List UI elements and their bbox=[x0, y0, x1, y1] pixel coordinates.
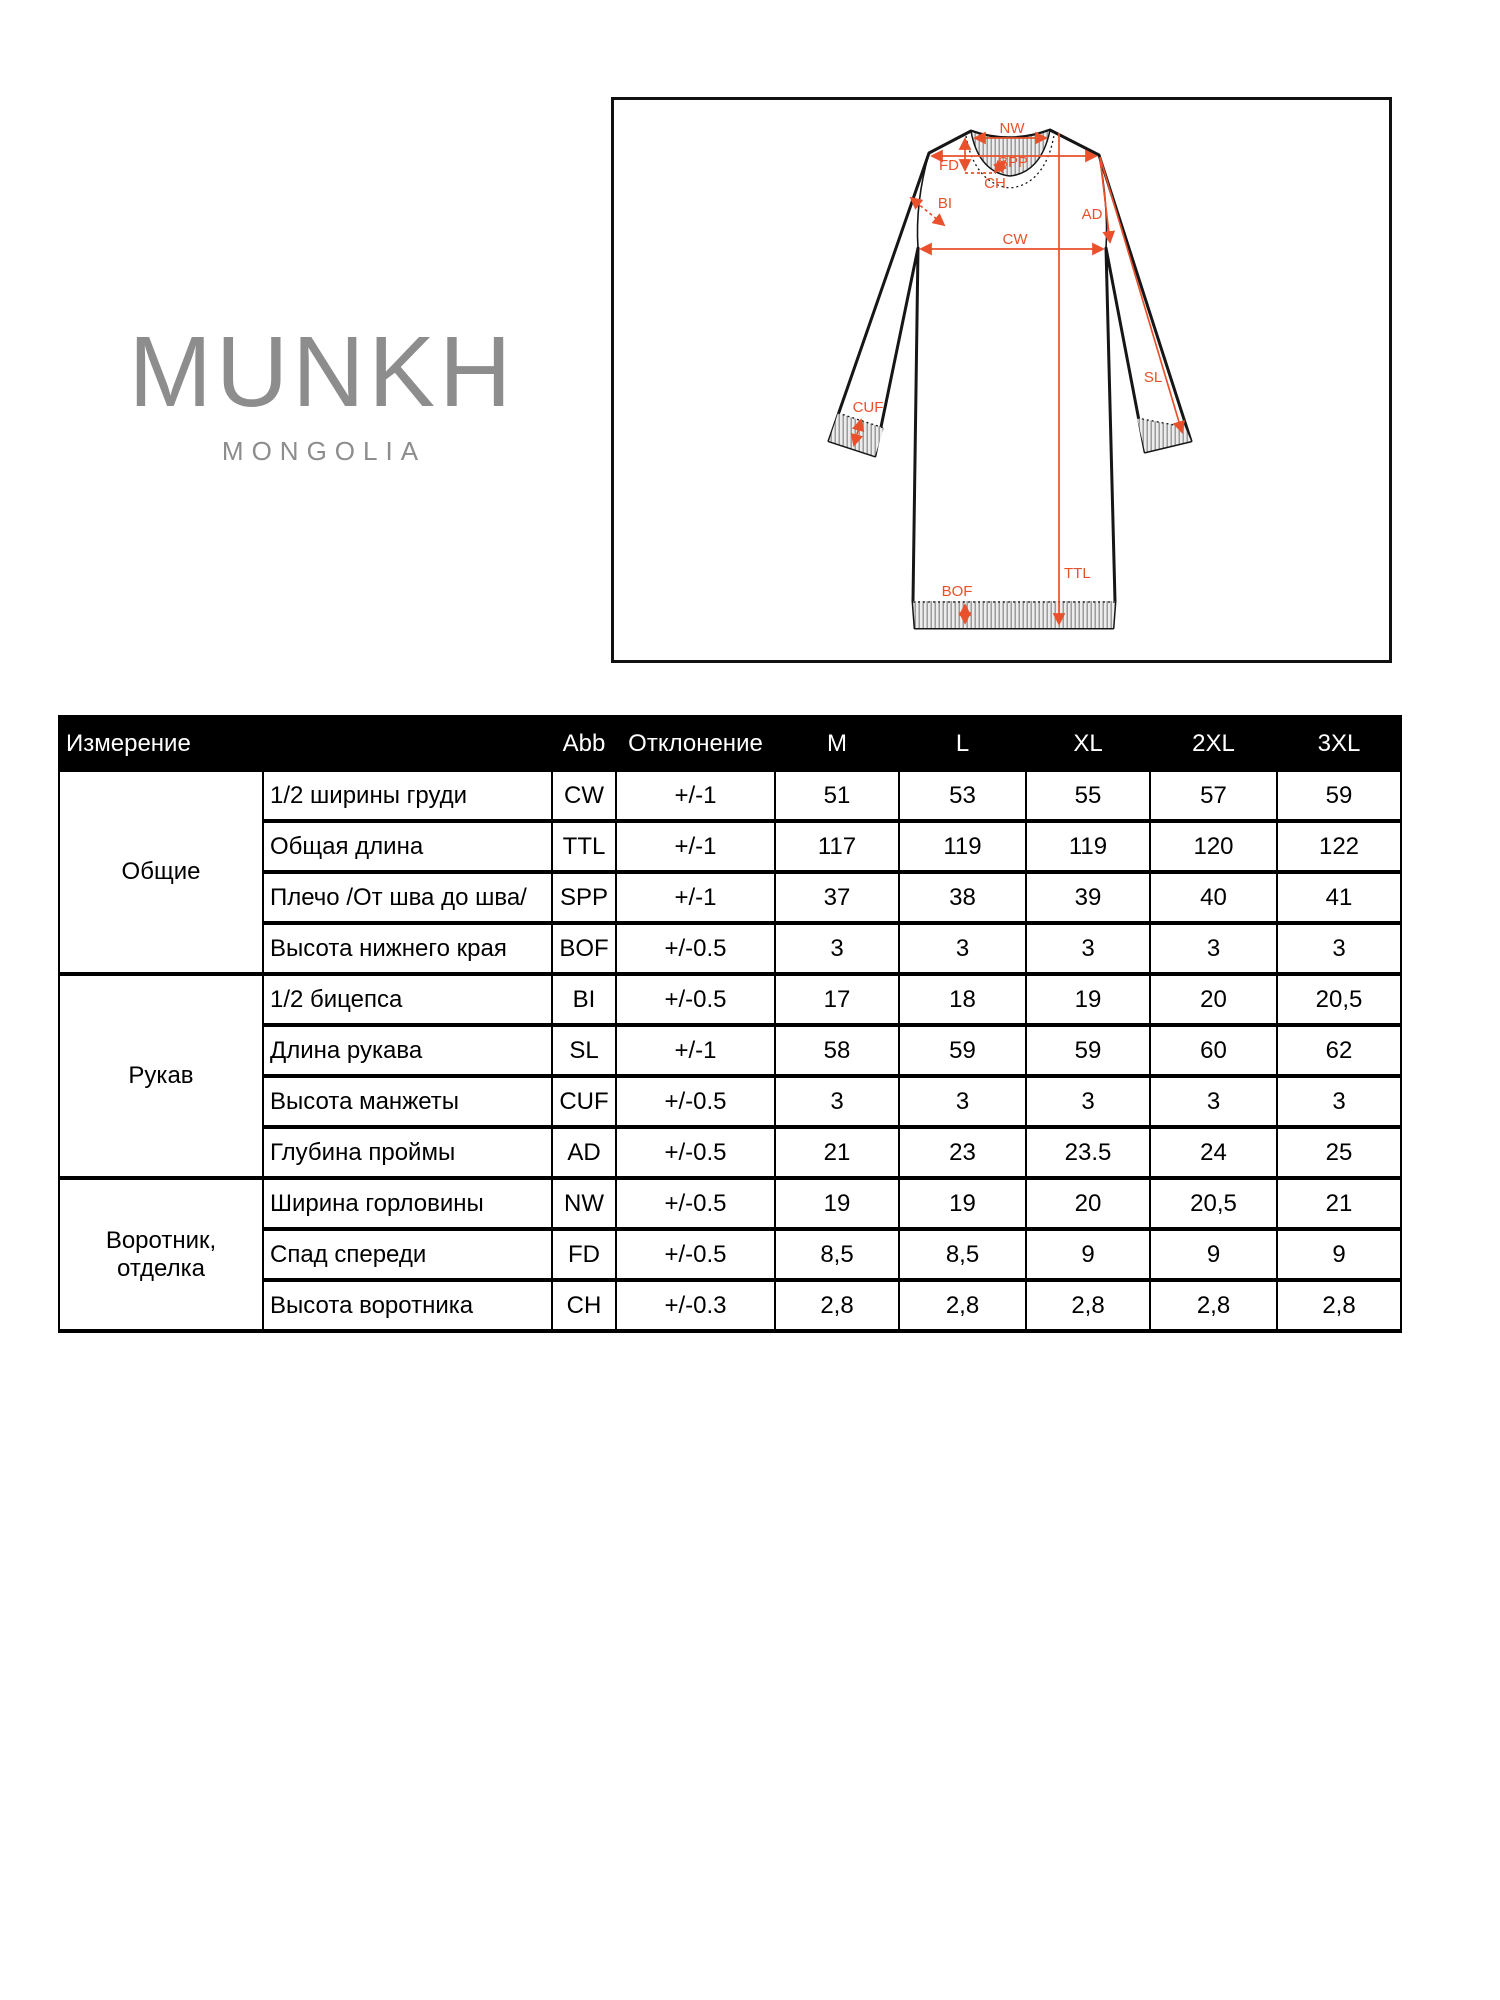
value-cell: 53 bbox=[899, 770, 1026, 821]
brand-name: MUNKH bbox=[128, 316, 516, 428]
abb-cell: BOF bbox=[552, 923, 616, 974]
garment-diagram bbox=[614, 100, 1389, 660]
value-cell: 20 bbox=[1150, 974, 1277, 1025]
value-cell: 59 bbox=[1277, 770, 1401, 821]
value-cell: 20 bbox=[1026, 1178, 1150, 1229]
value-cell: 62 bbox=[1277, 1025, 1401, 1076]
header-size-l: L bbox=[899, 717, 1026, 770]
group-cell: Воротник, отделка bbox=[59, 1178, 263, 1331]
value-cell: 2,8 bbox=[775, 1280, 899, 1331]
measurement-name-cell: Высота манжеты bbox=[263, 1076, 552, 1127]
table-row bbox=[59, 974, 1401, 1025]
deviation-cell: +/-0.3 bbox=[616, 1280, 775, 1331]
measurement-name-cell: Длина рукава bbox=[263, 1025, 552, 1076]
measurement-name-cell: Спад спереди bbox=[263, 1229, 552, 1280]
table-row bbox=[59, 1178, 1401, 1229]
table-body bbox=[59, 770, 1401, 1331]
deviation-cell: +/-0.5 bbox=[616, 1229, 775, 1280]
value-cell: 20,5 bbox=[1277, 974, 1401, 1025]
abb-cell: CUF bbox=[552, 1076, 616, 1127]
value-cell: 9 bbox=[1277, 1229, 1401, 1280]
bi-label: BI bbox=[937, 195, 953, 212]
header-size-2xl: 2XL bbox=[1150, 717, 1277, 770]
deviation-cell: +/-1 bbox=[616, 821, 775, 872]
cuf-label: CUF bbox=[852, 399, 884, 416]
value-cell: 23.5 bbox=[1026, 1127, 1150, 1178]
ch-label: CH bbox=[984, 175, 1006, 192]
header-size-3xl: 3XL bbox=[1277, 717, 1401, 770]
value-cell: 20,5 bbox=[1150, 1178, 1277, 1229]
value-cell: 17 bbox=[775, 974, 899, 1025]
value-cell: 57 bbox=[1150, 770, 1277, 821]
value-cell: 3 bbox=[1026, 1076, 1150, 1127]
measurement-name-cell: Ширина горловины bbox=[263, 1178, 552, 1229]
spp-label: SPP bbox=[997, 154, 1029, 171]
abb-cell: AD bbox=[552, 1127, 616, 1178]
measurement-name-cell: Плечо /От шва до шва/ bbox=[263, 872, 552, 923]
garment-silhouette bbox=[829, 130, 1191, 628]
bof-label: BOF bbox=[941, 583, 973, 600]
value-cell: 2,8 bbox=[1150, 1280, 1277, 1331]
abb-cell: NW bbox=[552, 1178, 616, 1229]
value-cell: 2,8 bbox=[1026, 1280, 1150, 1331]
value-cell: 2,8 bbox=[899, 1280, 1026, 1331]
measurement-name-cell: Общая длина bbox=[263, 821, 552, 872]
value-cell: 120 bbox=[1150, 821, 1277, 872]
cw-label: CW bbox=[1002, 231, 1028, 248]
fd-label: FD bbox=[939, 157, 959, 174]
table-row bbox=[59, 770, 1401, 821]
value-cell: 51 bbox=[775, 770, 899, 821]
deviation-cell: +/-0.5 bbox=[616, 1127, 775, 1178]
ad-label: AD bbox=[1081, 206, 1103, 223]
garment-diagram-box bbox=[611, 97, 1392, 663]
abb-cell: CH bbox=[552, 1280, 616, 1331]
value-cell: 58 bbox=[775, 1025, 899, 1076]
value-cell: 19 bbox=[899, 1178, 1026, 1229]
value-cell: 59 bbox=[1026, 1025, 1150, 1076]
value-cell: 23 bbox=[899, 1127, 1026, 1178]
value-cell: 3 bbox=[1277, 923, 1401, 974]
abb-cell: BI bbox=[552, 974, 616, 1025]
brand-subtitle: MONGOLIA bbox=[221, 436, 427, 466]
header-abb: Abb bbox=[552, 717, 616, 770]
value-cell: 119 bbox=[899, 821, 1026, 872]
deviation-cell: +/-1 bbox=[616, 872, 775, 923]
value-cell: 117 bbox=[775, 821, 899, 872]
value-cell: 59 bbox=[899, 1025, 1026, 1076]
group-cell: Общие bbox=[59, 770, 263, 974]
value-cell: 37 bbox=[775, 872, 899, 923]
nw-label: NW bbox=[999, 120, 1025, 137]
deviation-cell: +/-1 bbox=[616, 770, 775, 821]
value-cell: 41 bbox=[1277, 872, 1401, 923]
value-cell: 21 bbox=[775, 1127, 899, 1178]
deviation-cell: +/-0.5 bbox=[616, 974, 775, 1025]
value-cell: 3 bbox=[899, 923, 1026, 974]
value-cell: 21 bbox=[1277, 1178, 1401, 1229]
value-cell: 3 bbox=[1150, 923, 1277, 974]
value-cell: 25 bbox=[1277, 1127, 1401, 1178]
value-cell: 24 bbox=[1150, 1127, 1277, 1178]
deviation-cell: +/-1 bbox=[616, 1025, 775, 1076]
value-cell: 19 bbox=[1026, 974, 1150, 1025]
header-size-xl: XL bbox=[1026, 717, 1150, 770]
size-chart bbox=[58, 715, 1402, 1333]
header-row bbox=[59, 717, 1401, 770]
measurement-name-cell: Высота воротника bbox=[263, 1280, 552, 1331]
value-cell: 3 bbox=[775, 923, 899, 974]
hem-rib bbox=[913, 601, 1115, 628]
value-cell: 40 bbox=[1150, 872, 1277, 923]
measurement-name-cell: 1/2 бицепса bbox=[263, 974, 552, 1025]
value-cell: 122 bbox=[1277, 821, 1401, 872]
value-cell: 55 bbox=[1026, 770, 1150, 821]
value-cell: 3 bbox=[899, 1076, 1026, 1127]
deviation-cell: +/-0.5 bbox=[616, 1076, 775, 1127]
group-cell: Рукав bbox=[59, 974, 263, 1178]
value-cell: 60 bbox=[1150, 1025, 1277, 1076]
value-cell: 2,8 bbox=[1277, 1280, 1401, 1331]
value-cell: 8,5 bbox=[899, 1229, 1026, 1280]
table-header bbox=[59, 717, 1401, 770]
ttl-label: TTL bbox=[1064, 565, 1091, 582]
header-size-m: M bbox=[775, 717, 899, 770]
value-cell: 9 bbox=[1150, 1229, 1277, 1280]
value-cell: 3 bbox=[775, 1076, 899, 1127]
value-cell: 3 bbox=[1277, 1076, 1401, 1127]
value-cell: 3 bbox=[1150, 1076, 1277, 1127]
measurement-name-cell: 1/2 ширины груди bbox=[263, 770, 552, 821]
value-cell: 119 bbox=[1026, 821, 1150, 872]
sl-label: SL bbox=[1143, 369, 1163, 386]
abb-cell: SPP bbox=[552, 872, 616, 923]
value-cell: 18 bbox=[899, 974, 1026, 1025]
abb-cell: SL bbox=[552, 1025, 616, 1076]
deviation-cell: +/-0.5 bbox=[616, 923, 775, 974]
deviation-cell: +/-0.5 bbox=[616, 1178, 775, 1229]
value-cell: 9 bbox=[1026, 1229, 1150, 1280]
size-chart-table bbox=[58, 715, 1402, 1333]
header-measurement: Измерение bbox=[59, 717, 552, 770]
value-cell: 39 bbox=[1026, 872, 1150, 923]
abb-cell: TTL bbox=[552, 821, 616, 872]
measurement-name-cell: Высота нижнего края bbox=[263, 923, 552, 974]
measurement-name-cell: Глубина проймы bbox=[263, 1127, 552, 1178]
garment-outline bbox=[829, 130, 1191, 628]
value-cell: 8,5 bbox=[775, 1229, 899, 1280]
header-deviation: Отклонение bbox=[616, 717, 775, 770]
value-cell: 3 bbox=[1026, 923, 1150, 974]
brand-logo bbox=[100, 316, 540, 467]
value-cell: 38 bbox=[899, 872, 1026, 923]
abb-cell: FD bbox=[552, 1229, 616, 1280]
abb-cell: CW bbox=[552, 770, 616, 821]
value-cell: 19 bbox=[775, 1178, 899, 1229]
